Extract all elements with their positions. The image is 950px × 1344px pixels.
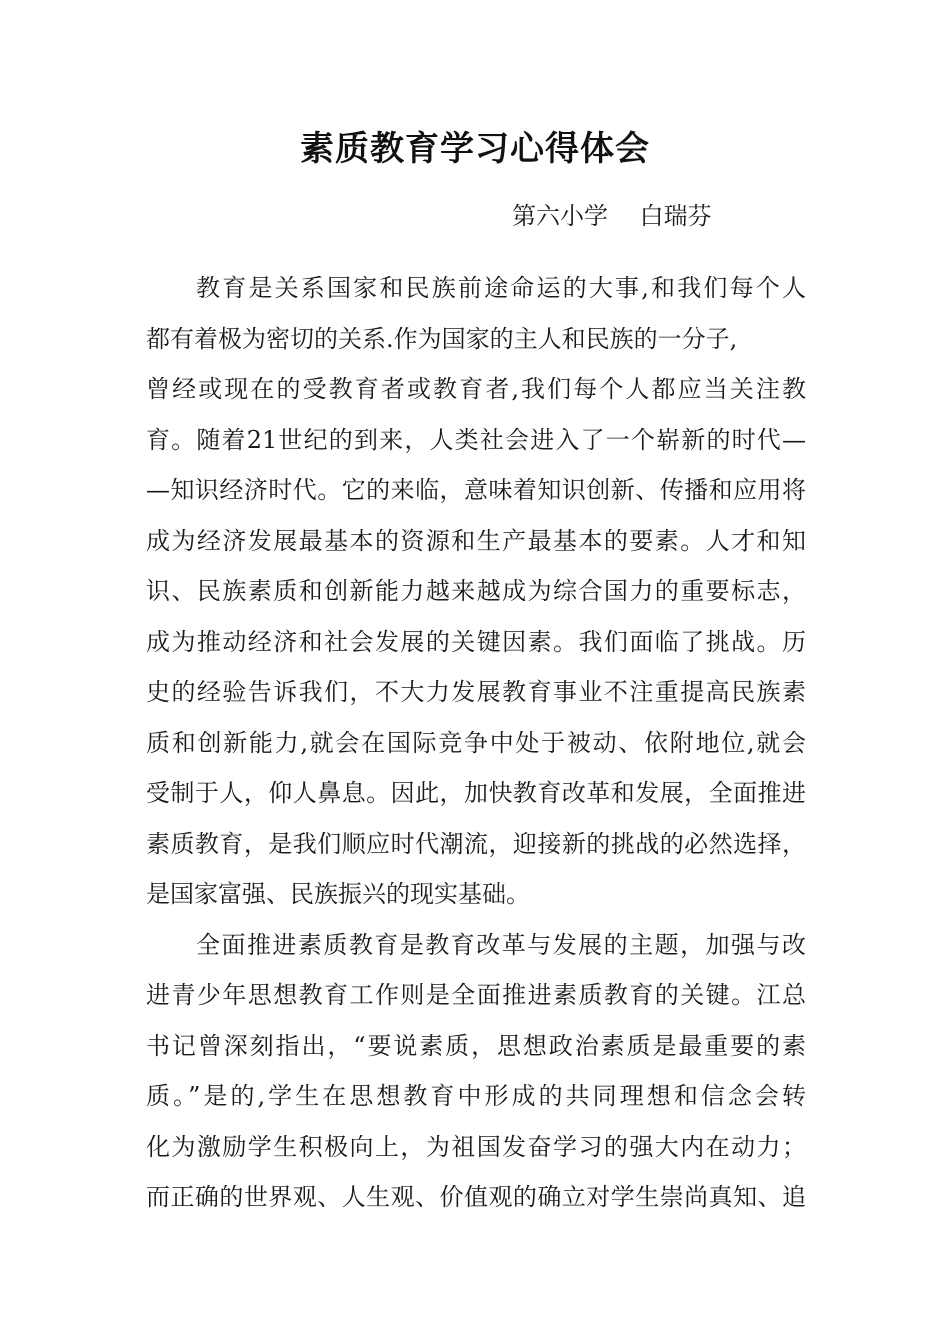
body-line: 受制于人，仰人鼻息。因此，加快教育改革和发展，全面推进 [146,779,806,807]
body-line: 史的经验告诉我们，不大力发展教育事业不注重提高民族素 [146,678,806,706]
body-line: 素质教育，是我们顺应时代潮流，迎接新的挑战的必然选择， [146,829,806,858]
body-line: 全面推进素质教育是教育改革与发展的主题，加强与改 [196,930,806,959]
body-line: 识、民族素质和创新能力越来越成为综合国力的重要标志， [146,577,806,605]
body-line: —知识经济时代。它的来临，意味着知识创新、传播和应用将 [146,476,806,504]
document-body [146,263,806,1223]
body-line: 进青少年思想教育工作则是全面推进素质教育的关键。江总 [146,981,806,1009]
body-line: 成为推动经济和社会发展的关键因素。我们面临了挑战。历 [146,627,806,656]
body-line: 成为经济发展最基本的资源和生产最基本的要素。人才和知 [146,526,806,555]
document-title: 素质教育学习心得体会 [300,129,650,169]
body-line: 都有着极为密切的关系.作为国家的主人和民族的一分子, [146,324,738,353]
body-line: 曾经或现在的受教育者或教育者,我们每个人都应当关注教 [146,375,806,403]
body-line: 化为激励学生积极向上，为祖国发奋学习的强大内在动力； [146,1132,806,1161]
body-line: 教育是关系国家和民族前途命运的大事,和我们每个人 [196,274,806,302]
body-line: 书记曾深刻指出，“要说素质，思想政治素质是最重要的素 [146,1031,806,1060]
body-line: 育。随着21世纪的到来，人类社会进入了一个崭新的时代— [146,425,806,454]
body-line: 而正确的世界观、人生观、价值观的确立对学生崇尚真知、追 [146,1183,806,1211]
body-line: 是国家富强、民族振兴的现实基础。 [146,880,530,908]
document-author: 第六小学 白瑞芬 [512,202,712,230]
body-line: 质。”是的,学生在思想教育中形成的共同理想和信念会转 [146,1082,806,1110]
body-line: 质和创新能力,就会在国际竞争中处于被动、依附地位,就会 [146,728,806,757]
